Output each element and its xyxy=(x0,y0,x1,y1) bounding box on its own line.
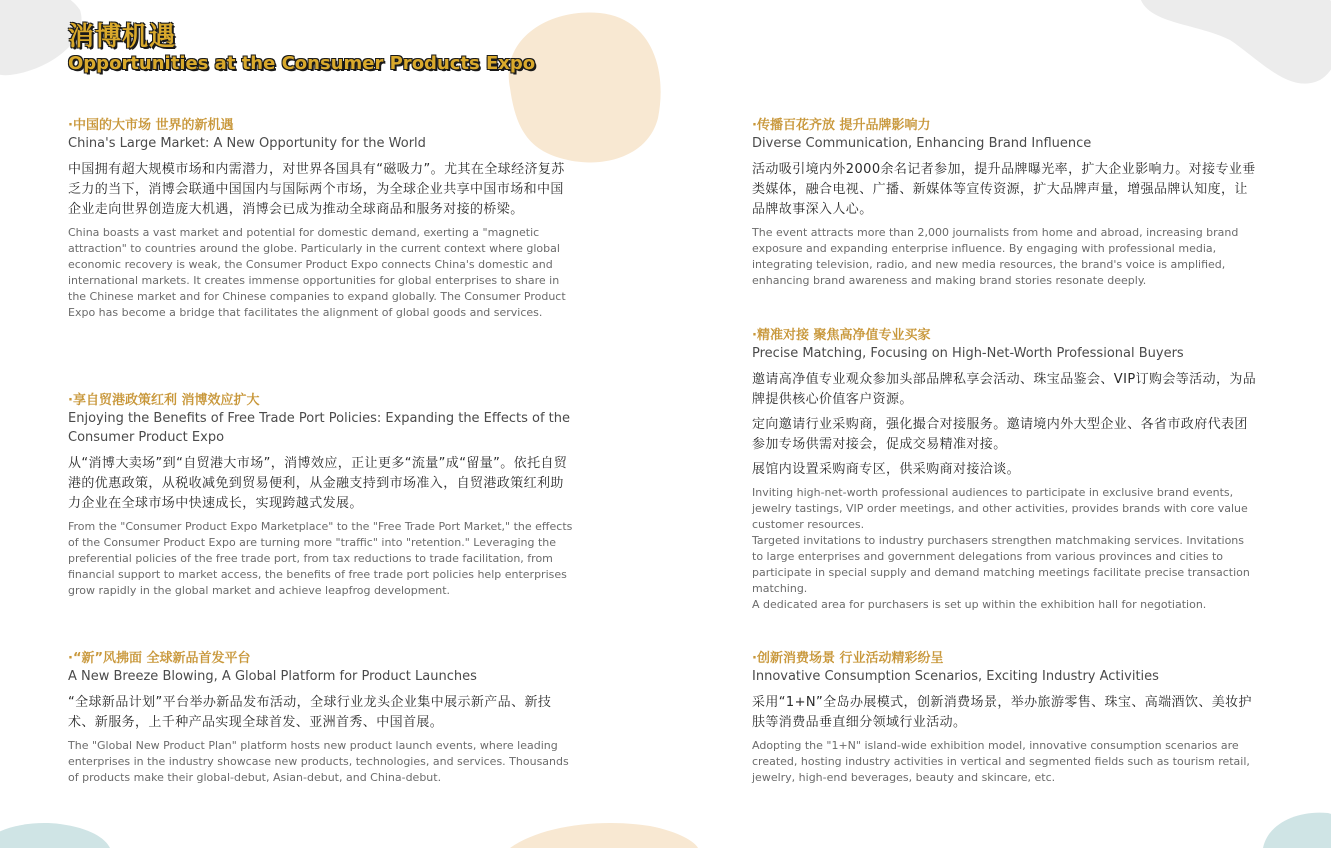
section-heading-cn: ·传播百花齐放 提升品牌影响力 xyxy=(752,118,931,133)
section-heading-en: Innovative Consumption Scenarios, Exciting Industry Activities xyxy=(752,669,1159,684)
section-heading-en: A New Breeze Blowing, A Global Platform for Product Launches xyxy=(68,669,477,684)
section-heading-en: Precise Matching, Focusing on High-Net-Worth Professional Buyers xyxy=(752,346,1184,361)
decorative-teal-blob-bottom-right xyxy=(1258,808,1331,848)
section-body-cn: “全球新品计划”平台举办新品发布活动，全球行业龙头企业集中展示新产品、新技术、新服务，上千种产品实现全球首发、亚洲首秀、中国首展。 xyxy=(68,695,552,730)
decorative-peach-blob-bottom xyxy=(500,818,700,848)
section-body-cn: 从“消博大卖场”到“自贸港大市场”，消博效应，正让更多“流量”成“留量”。依托自贸港的优惠政策，从税收减免到贸易便利，从金融支持到市场准入，自贸港政策红利助力企业在全球市场中快速成长，实现跨越式发展。 xyxy=(68,456,568,511)
section-body-cn-2: 定向邀请行业采购商，强化撮合对接服务。邀请境内外大型企业、各省市政府代表团参加专场供需对接会，促成交易精准对接。 xyxy=(752,417,1248,452)
section-heading-cn: ·精准对接 聚焦高净值专业买家 xyxy=(752,328,931,343)
section-free-trade-port xyxy=(68,392,573,599)
decorative-teal-blob-bottom-left xyxy=(0,818,120,848)
section-body-cn-1: 邀请高净值专业观众参加头部品牌私享会活动、珠宝品鉴会、VIP订购会等活动，为品牌提供核心价值客户资源。 xyxy=(752,372,1257,407)
section-body-cn-3: 展馆内设置采购商专区，供采购商对接洽谈。 xyxy=(752,462,1021,477)
section-body-cn: 活动吸引境内外2000余名记者参加，提升品牌曝光率，扩大企业影响力。对接专业垂类媒体，融合电视、广播、新媒体等宣传资源，扩大品牌声量，增强品牌认知度，让品牌故事深入人心。 xyxy=(752,162,1256,217)
section-heading-cn: ·“新”风拂面 全球新品首发平台 xyxy=(68,651,251,666)
section-body-en: China boasts a vast market and potential for domestic demand, exerting a "magnetic attraction" to countries around the globe. Particularly in the current context where global economic recovery is weak, the Consumer Product Expo connects China's domestic and international markets. It creates immense opportunities for global enterprises to share in the Chinese market and for Chinese companies to expand globally. The Consumer Product Expo has become a bridge that facilitates the alignment of global goods and services. xyxy=(68,226,566,319)
section-brand-influence xyxy=(752,117,1257,289)
section-precise-matching xyxy=(752,327,1257,613)
section-heading-cn: ·中国的大市场 世界的新机遇 xyxy=(68,118,234,133)
section-body-en: The event attracts more than 2,000 journalists from home and abroad, increasing brand exposure and expanding enterprise influence. By engaging with professional media, integrating television, radio, and new media resources, the brand's voice is amplified, enhancing brand awareness and making brand stories resonate deeply. xyxy=(752,226,1239,287)
section-large-market xyxy=(68,117,573,321)
section-new-product-launch xyxy=(68,650,573,786)
section-heading-cn: ·享自贸港政策红利 消博效应扩大 xyxy=(68,393,260,408)
section-consumption-scenarios xyxy=(752,650,1257,786)
section-body-en: Inviting high-net-worth professional audiences to participate in exclusive brand events, jewelry tastings, VIP order meetings, and other activities, provides brands with core value customer resources. Targeted invitations to industry purchasers strengthen matchmaking services. Invitations to large enterprises and government delegations from various provinces and cities to participate in special supply and demand matching meetings facilitate precise transaction matching. A dedicated area for purchasers is set up within the exhibition hall for negotiation. xyxy=(752,486,1250,611)
section-heading-en: China's Large Market: A New Opportunity for the World xyxy=(68,136,426,151)
section-heading-en: Enjoying the Benefits of Free Trade Port Policies: Expanding the Effects of the Consumer Product Expo xyxy=(68,411,570,445)
page-subtitle: Opportunities at the Consumer Products Expo xyxy=(68,53,536,74)
section-body-cn: 采用“1+N”全岛办展模式，创新消费场景，举办旅游零售、珠宝、高端酒饮、美妆护肤等消费品垂直细分领域行业活动。 xyxy=(752,695,1252,730)
section-body-cn: 中国拥有超大规模市场和内需潜力，对世界各国具有“磁吸力”。尤其在全球经济复苏乏力的当下，消博会联通中国国内与国际两个市场，为全球企业共享中国市场和中国企业走向世界创造庞大机遇，消博会已成为推动全球商品和服务对接的桥梁。 xyxy=(68,162,565,217)
section-heading-en: Diverse Communication, Enhancing Brand Influence xyxy=(752,136,1092,151)
page-title: 消博机遇 xyxy=(68,22,177,52)
section-body-en: The "Global New Product Plan" platform hosts new product launch events, where leading enterprises in the industry showcase new products, technologies, and services. Thousands of products make their global-debut, Asian-debut, and China-debut. xyxy=(68,739,569,784)
section-body-en: Adopting the "1+N" island-wide exhibition model, innovative consumption scenarios are created, hosting industry activities in vertical and segmented fields such as tourism retail, jewelry, high-end beverages, beauty and skincare, etc. xyxy=(752,739,1250,784)
section-heading-cn: ·创新消费场景 行业活动精彩纷呈 xyxy=(752,651,944,666)
decorative-grey-blob-top-right xyxy=(1110,0,1331,90)
section-body-en: From the "Consumer Product Expo Marketplace" to the "Free Trade Port Market," the effects of the Consumer Product Expo are turning more "traffic" into "retention." Leveraging the preferential policies of the free trade port, from tax reductions to trade facilitation, from financial support to market access, the benefits of free trade port policies help enterprises grow rapidly in the global market and achieve leapfrog development. xyxy=(68,520,573,597)
